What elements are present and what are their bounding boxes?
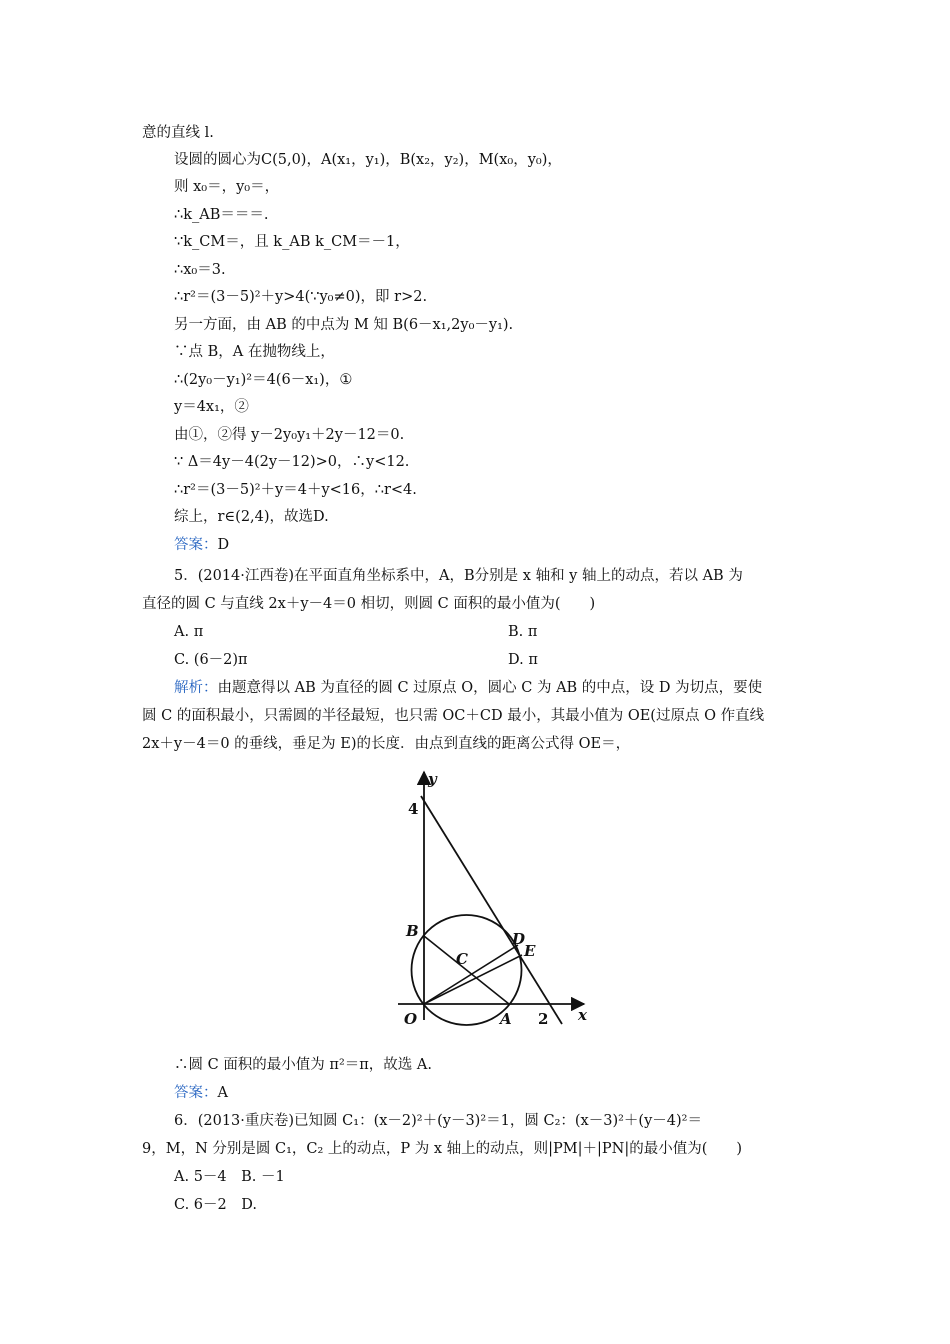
solution4-line5: ∵k_CM＝，且 k_AB k_CM＝－1， (174, 234, 410, 250)
question6-stem-line2: 9，M，N 分别是圆 C₁，C₂ 上的动点，P 为 x 轴上的动点，则|PM|＋|PN|的最小值为( ) (142, 1141, 743, 1157)
segment-od (424, 945, 518, 1004)
solution4-line9: ∵点 B，A 在抛物线上， (174, 344, 335, 360)
circle-tangent-diagram (392, 768, 602, 1030)
solution4-line8: 另一方面，由 AB 的中点为 M 知 B(6－x₁,2y₀－y₁). (174, 317, 514, 333)
question5-option-a: A. π (174, 624, 204, 640)
question5-conclusion: ∴圆 C 面积的最小值为 π²＝π，故选 A. (174, 1057, 432, 1073)
segment-oe (424, 955, 522, 1004)
segment-ab (424, 936, 509, 1004)
solution4-line6: ∴x₀＝3. (174, 262, 226, 278)
solution4-line11: y＝4x₁，② (174, 399, 249, 415)
analysis-text-1: 由题意得以 AB 为直径的圆 C 过原点 O，圆心 C 为 AB 的中点，设 D 为切点，要使 (217, 680, 763, 696)
label-d: D (512, 930, 526, 948)
solution4-line10: ∴(2y₀－y₁)²＝4(6－x₁)，① (174, 372, 353, 388)
answer-label: 答案： (174, 537, 218, 553)
label-x: x (578, 1006, 587, 1024)
label-2: 2 (538, 1010, 549, 1028)
question6-options-cd: C. 6－2 D. (174, 1197, 257, 1213)
label-e: E (524, 942, 536, 960)
solution4-line7: ∴r²＝(3－5)²＋y>4(∵y₀≠0)，即 r>2. (174, 289, 428, 305)
solution4-line3: 则 x₀＝，y₀＝， (174, 179, 280, 195)
solution4-answer (174, 534, 854, 556)
question6-options-ab: A. 5－4 B. －1 (174, 1169, 285, 1185)
solution4-line2: 设圆的圆心为C(5,0)，A(x₁，y₁)，B(x₂，y₂)，M(x₀，y₀)， (174, 152, 562, 168)
solution4-line1: 意的直线 l. (142, 125, 214, 141)
answer-value: D (217, 537, 230, 553)
solution4-line15: 综上，r∈(2,4)，故选D. (174, 509, 329, 525)
solution4-line4: ∴k_AB＝＝＝. (174, 207, 269, 223)
question5-option-d: D. π (508, 652, 538, 668)
label-o: O (404, 1010, 418, 1028)
label-b: B (406, 922, 419, 940)
answer-value-q5: A (217, 1085, 228, 1101)
label-a: A (500, 1010, 512, 1028)
solution4-line14: ∴r²＝(3－5)²＋y＝4＋y<16，∴r<4. (174, 482, 417, 498)
question5-option-c: C. (6－2)π (174, 652, 248, 668)
question5-option-b: B. π (508, 624, 538, 640)
question5-analysis-line3: 2x＋y－4＝0 的垂线，垂足为 E)的长度．由点到直线的距离公式得 OE＝， (142, 736, 631, 752)
solution4-line13: ∵ Δ＝4y－4(2y－12)>0，∴y<12. (174, 454, 410, 470)
question5-stem-line1: 5．(2014·江西卷)在平面直角坐标系中，A，B分别是 x 轴和 y 轴上的动点，若以 AB 为 (174, 568, 743, 584)
question6-stem-line1: 6．(2013·重庆卷)已知圆 C₁：(x－2)²＋(y－3)²＝1，圆 C₂：(x－3)²＋(y－4)²＝ (174, 1113, 702, 1129)
question5-analysis-line1 (174, 677, 854, 699)
label-y: y (428, 770, 437, 788)
label-4: 4 (408, 800, 419, 818)
analysis-label: 解析： (174, 680, 218, 696)
solution4-line12: 由①，②得 y－2y₀y₁＋2y－12＝0. (174, 427, 405, 443)
geometry-figure (392, 768, 602, 1030)
question5-stem-line2: 直径的圆 C 与直线 2x＋y－4＝0 相切，则圆 C 面积的最小值为( ) (142, 596, 596, 612)
question5-answer (174, 1082, 854, 1104)
question5-analysis-line2: 圆 C 的面积最小，只需圆的半径最短，也只需 OC＋CD 最小，其最小值为 OE(过原点 O 作直线 (142, 708, 765, 724)
answer-label-q5: 答案： (174, 1085, 218, 1101)
label-c: C (456, 950, 468, 968)
